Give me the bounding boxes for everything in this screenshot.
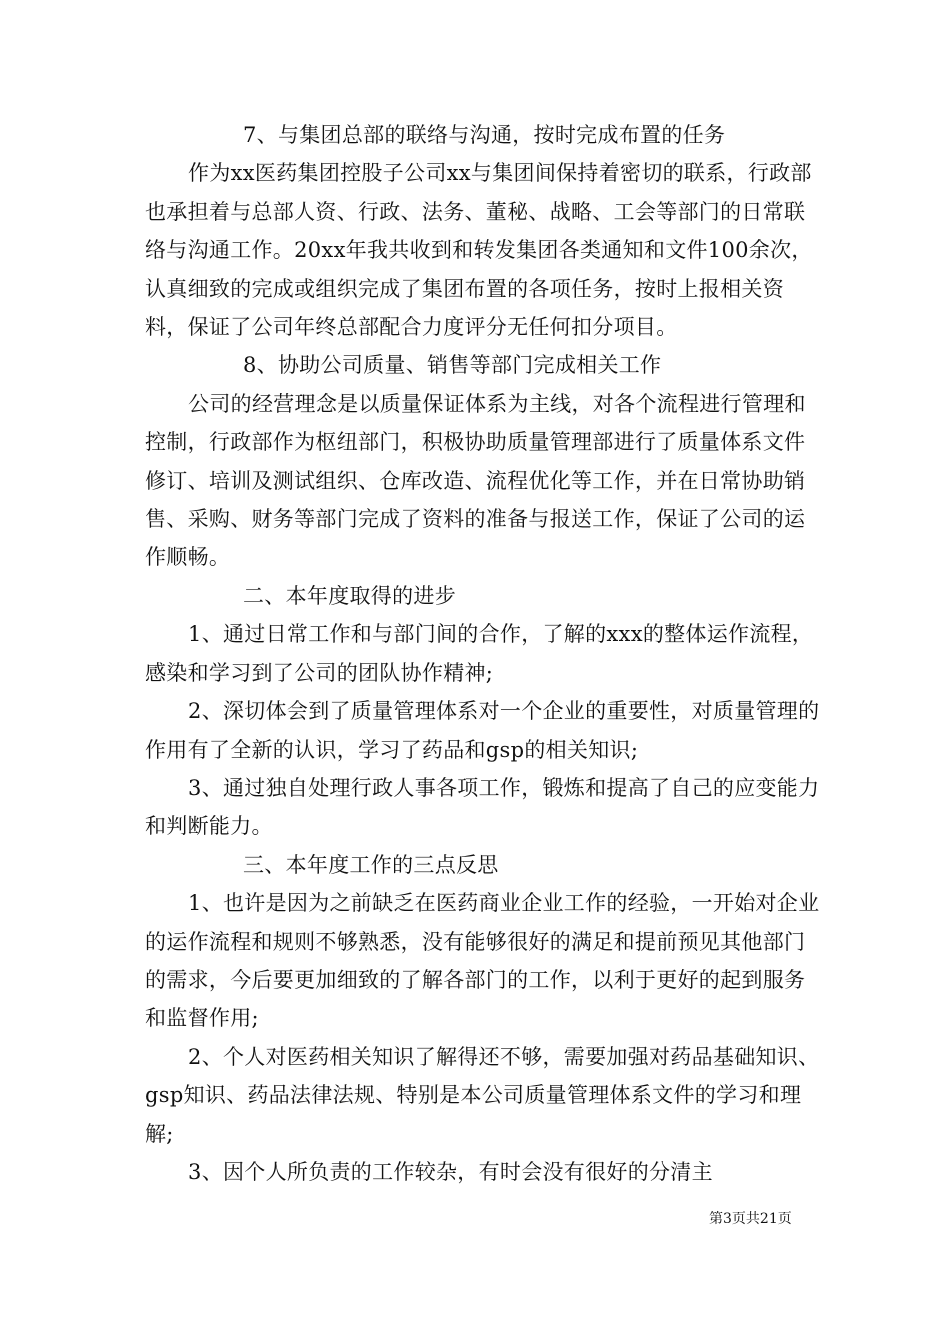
list-item: 1、也许是因为之前缺乏在医药商业企业工作的经验，一开始对企业的运作流程和规则不够熟悉，没有能够很好的满足和提前预见其他部门的需求，今后要更加细致的了解各部门的工作，以利于更好的起到服务和监督作用; <box>145 891 820 1031</box>
section-heading-progress: 二、本年度取得的进步 <box>243 583 456 608</box>
page-number: 第3页共21页 <box>709 1211 792 1227</box>
list-item: 1、通过日常工作和与部门间的合作，了解的xxx的整体运作流程，感染和学习到了公司的团队协作精神; <box>145 622 814 685</box>
document-body <box>145 116 825 1191</box>
section-heading-8: 8、协助公司质量、销售等部门完成相关工作 <box>243 353 662 378</box>
list-item: 3、因个人所负责的工作较杂，有时会没有很好的分清主 <box>188 1159 713 1184</box>
section-heading-7: 7、与集团总部的联络与沟通，按时完成布置的任务 <box>243 123 726 147</box>
list-item: 2、个人对医药相关知识了解得还不够，需要加强对药品基础知识、gsp知识、药品法律法规、特别是本公司质量管理体系文件的学习和理解; <box>145 1044 820 1146</box>
list-item: 2、深切体会到了质量管理体系对一个企业的重要性，对质量管理的作用有了全新的认识，学习了药品和gsp的相关知识; <box>145 699 820 762</box>
section-heading-reflection: 三、本年度工作的三点反思 <box>243 852 499 877</box>
list-item: 3、通过独自处理行政人事各项工作，锻炼和提高了自己的应变能力和判断能力。 <box>145 775 820 839</box>
paragraph: 作为xx医药集团控股子公司xx与集团间保持着密切的联系，行政部也承担着与总部人资、行政、法务、董秘、战略、工会等部门的日常联络与沟通工作。20xx年我共收到和转发集团各类通知和文件100余次，认真细致的完成或组织完成了集团布置的各项任务，按时上报相关资料，保证了公司年终总部配合力度评分无任何扣分项目。 <box>145 161 813 340</box>
paragraph: 公司的经营理念是以质量保证体系为主线，对各个流程进行管理和控制，行政部作为枢纽部门，积极协助质量管理部进行了质量体系文件修订、培训及测试组织、仓库改造、流程优化等工作，并在日常协助销售、采购、财务等部门完成了资料的准备与报送工作，保证了公司的运作顺畅。 <box>145 391 806 570</box>
